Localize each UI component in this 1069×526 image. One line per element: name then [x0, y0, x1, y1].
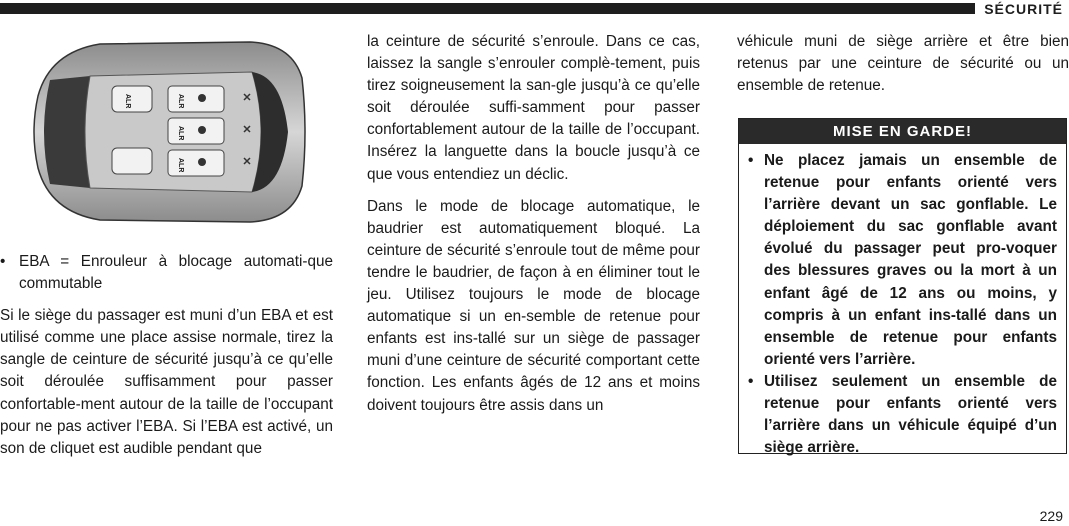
paragraph: véhicule muni de siège arrière et être bien retenus par une ceinture de sécurité ou un ensemble de retenue.: [737, 33, 1069, 95]
warning-box: [738, 118, 1067, 457]
seat-label-alr: ALR: [177, 126, 184, 141]
warning-item: • Ne placez jamais un ensemble de retenue pour enfants orienté vers l’arrière devant un sac gonflable. Le déploiement du sac gonflable avant évolué du passager peut pro-voquer des blessures graves ou la mort à un enfant âgé de 12 ans ou moins, y compris à un enfant ins-tallé dans un ensemble de retenue pour enfants orienté vers l’arrière.: [748, 150, 1057, 371]
vehicle-top-view-illustration: [20, 36, 310, 228]
warning-title: MISE EN GARDE!: [739, 119, 1066, 144]
section-title: SÉCURITÉ: [984, 1, 1063, 17]
eba-definition: • EBA = Enrouleur à blocage automati-que commutable: [0, 251, 333, 295]
seat-label-alr: ALR: [177, 158, 184, 173]
page-number: 229: [1039, 508, 1063, 524]
paragraph: Dans le mode de blocage automatique, le baudrier est automatiquement bloqué. La ceinture de sécurité s’enroule tout de même pour tendre le baudrier, de façon à en éliminer tout le jeu. Utilisez toujours le mode de blocage automatique si un en-semble de retenue pour enfants est ins-tallé sur un siège de passager muni d’une ceinture de sécurité comportant cette fonction. Les enfants âgés de 12 ans et moins doivent toujours être assis dans un: [367, 197, 700, 414]
text-column-1: [0, 251, 333, 460]
seat-label-alr: ALR: [124, 94, 131, 109]
text-column-3: [737, 31, 1069, 97]
seat-label-alr: ALR: [177, 94, 184, 109]
header-bar: [0, 3, 975, 14]
text-column-2: [367, 31, 700, 417]
warning-item: • Utilisez seulement un ensemble de retenue pour enfants orienté vers l’arrière dans un véhicule équipé d’un siège arrière.: [748, 371, 1057, 459]
paragraph: Si le siège du passager est muni d’un EBA et est utilisé comme une place assise normale, tirez la sangle de ceinture de sécurité jusqu’à ce qu’elle soit déroulée suffisamment pour passer confortable-ment autour de la taille de l’occupant pour ne pas activer l’EBA. Si l’EBA est activé, un son de cliquet est audible pendant que: [0, 307, 333, 457]
paragraph: la ceinture de sécurité s’enroule. Dans ce cas, laissez la sangle s’enrouler complè-tement, puis tirez soigneusement la san-gle jusqu’à ce qu’elle soit déroulée suffi-samment pour passer confortablement autour de la taille de l’occupant. Insérez la languette dans la boucle jusqu’à ce que vous entendiez un déclic.: [367, 33, 700, 183]
